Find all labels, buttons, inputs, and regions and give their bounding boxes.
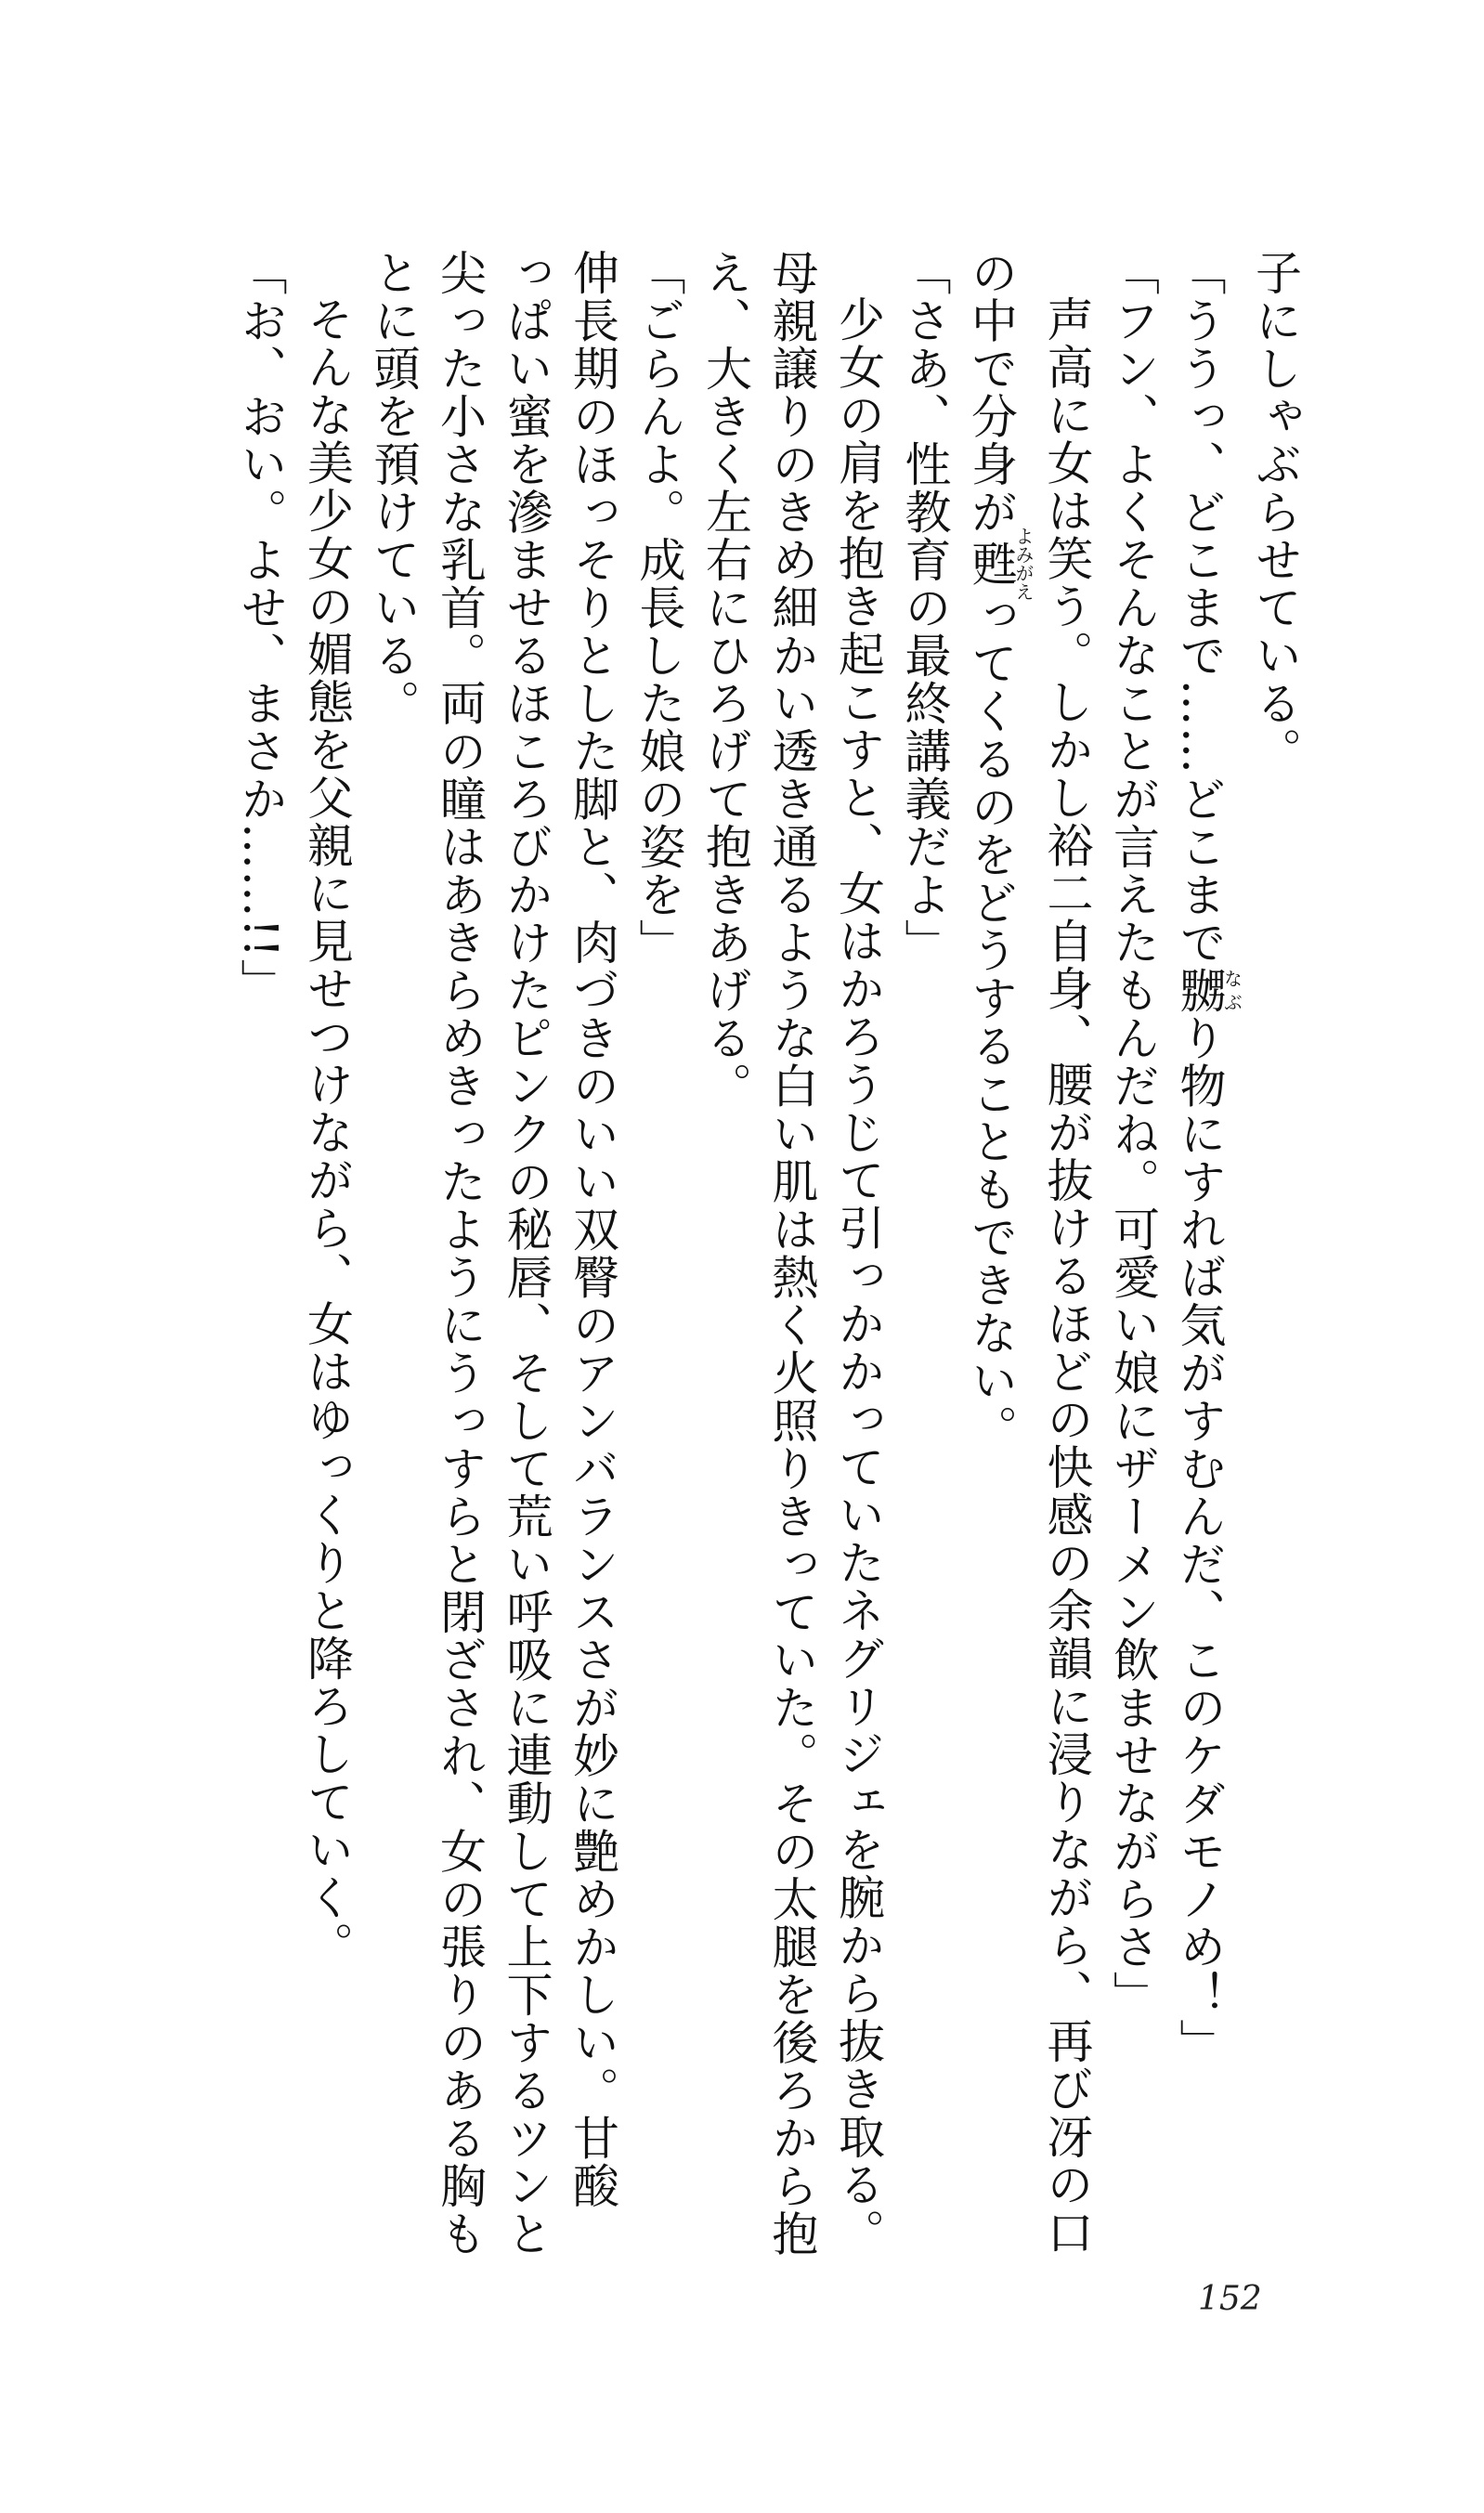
text-line: え、大きく左右にひろげて抱きあげる。 [698,249,752,1110]
text-line: 伸長期のほっそりとした脚と、肉づきのいい双臀のアンバランスさが妙に艶めかしい。甘酸 [566,249,619,2210]
text-line: 母親譲りのきめ細かい透き通るような白い肌は熱く火照りきっていた。その太腿を後ろから抱 [764,249,819,2258]
ruby-annotation: 甦よみがえ [964,527,1035,601]
text-line: 「ううっ、どこまで……どこまで嬲なぶり物にすれば気がすむんだ、このケダモノめ！」 [1172,249,1243,2066]
text-line: 「フン、よくそんなことが言えたもんだね。可愛い娘にザーメン飲ませながらさ」 [1106,249,1160,2019]
text-line: 「さあ、性教育の最終講義だよ」 [897,249,952,967]
text-line: の中で分身が甦よみがえってくるのをどうすることもできない。 [964,249,1035,1452]
ruby-annotation: 嬲なぶ [1172,966,1243,1014]
vertical-text-body [227,249,1308,2258]
text-line: そんな美少女の媚態を父親に見せつけながら、女はゆっくりと降ろしていく。 [300,295,354,1970]
text-line: 子にしゃぶらせている。 [1248,249,1302,775]
text-line: 声高に女は笑う。しかし裕二自身、腰が抜けるほどの快感の余韻に浸りながら、再び冴の口 [1039,295,1094,2257]
text-line: 少女の肩を抱き起こすと、女はかろうじて引っかかっていたネグリジェを腕から抜き取る。 [831,295,885,2257]
text-line: 「ごらんよ。成長した娘の姿を」 [631,249,686,967]
text-line: 尖った小さな乳首。両の瞳はあきらめきったようにうっすらと閉ざされ、女の張りのある胸も [433,249,487,2258]
text-line: 「お、おい。よせ、まさか……!!」 [233,249,288,1007]
page-number: 152 [1198,2280,1262,2318]
text-line: とに頭を預けている。 [366,249,421,727]
text-line: っぱい蜜を滲ませるほころびかけたピンクの秘唇、そして荒い呼吸に連動して上下するツンと [499,249,553,2258]
